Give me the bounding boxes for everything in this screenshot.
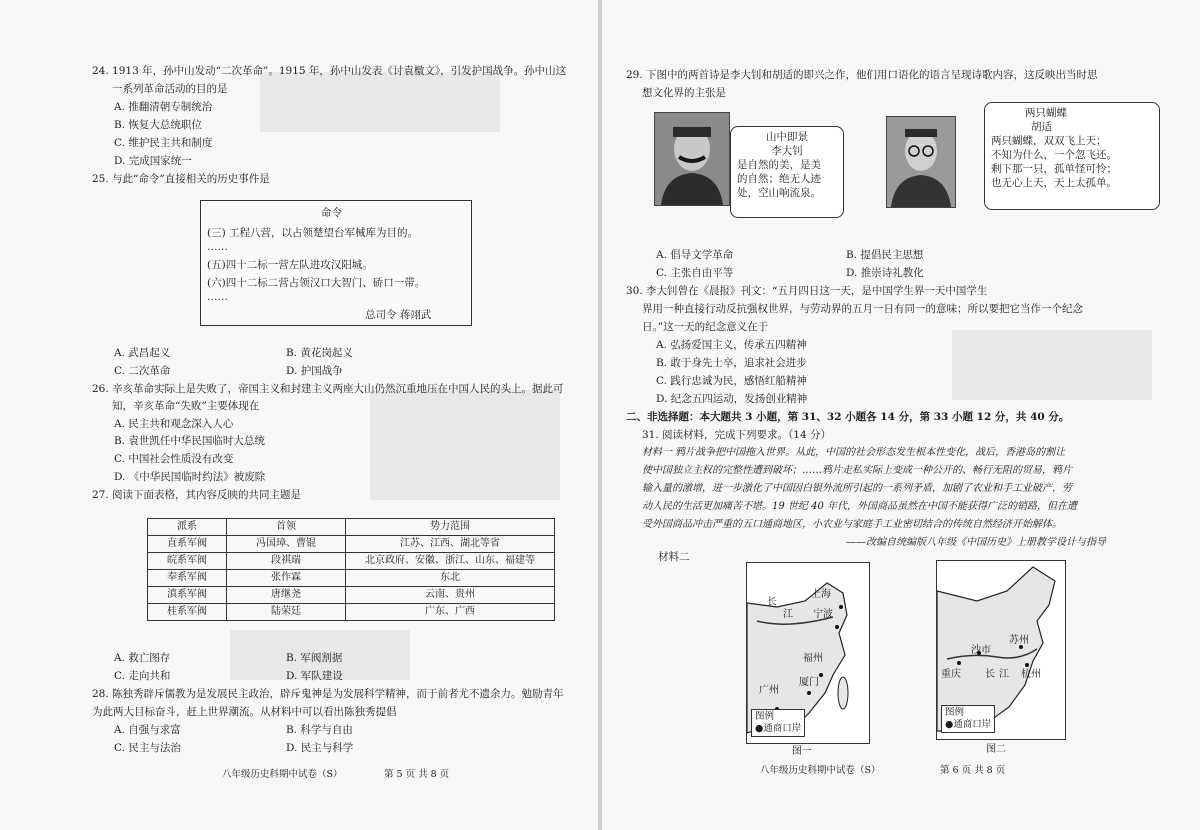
table-cell: 云南、贵州 [346, 587, 555, 604]
q28-option-b: B. 科学与自由 [286, 724, 353, 736]
order-line: …… [207, 291, 228, 303]
map-label: 苏州 [1009, 635, 1029, 646]
material-one-line: 使中国独立主权的完整性遭到破坏；……鸦片走私实际上变成一种公开的、畅行无阻的贸易，鸦片 [642, 465, 1072, 476]
table-cell: 张作霖 [227, 570, 346, 587]
q24-option-c: C. 维护民主共和制度 [114, 137, 213, 149]
table-row [148, 536, 555, 553]
table-row [148, 570, 555, 587]
q26-option-d: D. 《中华民国临时约法》被废除 [114, 471, 266, 483]
table-row [148, 604, 555, 621]
q26-option-b: B. 袁世凯任中华民国临时大总统 [114, 435, 265, 447]
map-label: 杭州 [1021, 669, 1041, 680]
q25-stem: 25. 与此“命令”直接相关的历史事件是 [92, 173, 270, 185]
material-two-label: 材料二 [658, 551, 690, 563]
q24-stem: 一系列革命活动的目的是 [112, 83, 228, 95]
q25-option-b: B. 黄花岗起义 [286, 347, 353, 359]
q28-stem: 为此两大目标奋斗，赶上世界潮流。从材料中可以看出陈独秀提倡 [92, 706, 397, 718]
q30-option-b: B. 敢于身先士卒，追求社会进步 [656, 357, 807, 369]
poem-title: 山中即景 [766, 131, 808, 143]
q28-option-d: D. 民主与科学 [286, 742, 354, 754]
q24-option-b: B. 恢复大总统职位 [114, 119, 202, 131]
material-one-source: ——改编自统编版八年级《中国历史》上册教学设计与指导 [846, 537, 1106, 548]
map-caption: 图二 [986, 744, 1006, 755]
port-dot-icon: ● [945, 719, 954, 730]
order-line: (五)四十二标一营左队进攻汉阳城。 [207, 259, 373, 271]
map-label: 长 [767, 597, 777, 608]
footer-title: 八年级历史科期中试卷（S） [760, 765, 881, 776]
poem-line: 也无心上天，天上太孤单。 [991, 177, 1117, 189]
bleed-through [370, 390, 560, 500]
map-caption: 图一 [792, 746, 812, 757]
q29-stem: 想文化界的主张是 [642, 87, 726, 99]
q27-stem: 27. 阅读下面表格，其内容反映的共同主题是 [92, 489, 302, 501]
q27-option-c: C. 走向共和 [114, 670, 171, 682]
map-label: 厦门 [799, 677, 819, 688]
table-cell: 东北 [346, 570, 555, 587]
q29-option-c: C. 主张自由平等 [656, 267, 734, 279]
material-one-line: 动人民的生活更加痛苦不堪。19 世纪 40 年代，外国商品虽然在中国不能获得广泛的销路，但在遭 [642, 501, 1077, 512]
order-document-box [200, 200, 472, 326]
q26-option-c: C. 中国社会性质没有改变 [114, 453, 234, 465]
q26-option-a: A. 民主共和观念深入人心 [114, 418, 234, 430]
poem-line: 不知为什么，一个忽飞还。 [991, 149, 1117, 161]
map-label: 江 [783, 609, 793, 620]
q28-option-c: C. 民主与法治 [114, 742, 181, 754]
q24-stem: 24. 1913 年，孙中山发动“二次革命”。1915 年，孙中山发表《讨袁檄文》，引发护国战争。孙中山这 [92, 65, 567, 77]
map-label: 江 [999, 669, 1009, 680]
poem-line: 两只蝴蝶，双双飞上天； [991, 135, 1107, 147]
table-cell: 北京政府、安徽、浙江、山东、福建等 [346, 553, 555, 570]
table-cell: 桂系军阀 [148, 604, 227, 621]
q30-option-c: C. 践行忠诚为民，感悟红船精神 [656, 375, 807, 387]
q30-stem: 日。”这一天的纪念意义在于 [642, 321, 769, 333]
table-cell: 滇系军阀 [148, 587, 227, 604]
poem-line: 处，空山响流泉。 [737, 187, 821, 199]
q27-option-d: D. 军队建设 [286, 670, 343, 682]
q29-stem: 29. 下图中的两首诗是李大钊和胡适的即兴之作，他们用口语化的语言呈现诗歌内容，这反映出当时思 [626, 69, 1098, 81]
warlord-table [147, 518, 555, 621]
table-row [148, 587, 555, 604]
map-label: 广州 [759, 685, 779, 696]
poem-line: 的自然；绝无人迹 [737, 173, 821, 185]
q26-stem: 知，辛亥革命“失败”主要体现在 [112, 400, 260, 412]
poem-bubble-hu [984, 102, 1160, 210]
q26-stem: 26. 辛亥革命实际上是失败了，帝国主义和封建主义两座大山仍然沉重地压在中国人民的头上。据此可 [92, 383, 564, 395]
map-label: 重庆 [941, 669, 961, 680]
map-label: 福州 [803, 653, 823, 664]
table-row [148, 553, 555, 570]
table-cell: 唐继尧 [227, 587, 346, 604]
table-cell: 广东、广西 [346, 604, 555, 621]
map-legend [751, 709, 805, 737]
hu-shi-portrait [886, 116, 956, 208]
footer-page-number: 第 6 页 共 8 页 [940, 765, 1006, 776]
poem-line: 剩下那一只，孤单怪可怜； [991, 163, 1117, 175]
footer-page-number: 第 5 页 共 8 页 [384, 769, 450, 780]
left-page [0, 0, 598, 830]
map-label: 长 [985, 669, 995, 680]
table-cell: 江苏、江西、湖北等省 [346, 536, 555, 553]
treaty-ports-map-2 [936, 560, 1066, 740]
q24-option-a: A. 推翻清朝专制统治 [114, 101, 213, 113]
q30-option-a: A. 弘扬爱国主义，传承五四精神 [656, 339, 807, 351]
footer-title: 八年级历史科期中试卷（S） [222, 769, 343, 780]
li-dazhao-portrait [654, 112, 730, 206]
material-one-line: 输入量的激增，进一步激化了中国因白银外流所引起的一系列矛盾，加剧了农业和手工业破产，劳 [642, 483, 1072, 494]
q31-stem: 31. 阅读材料，完成下列要求。（14 分） [642, 429, 831, 441]
q30-stem: 30. 李大钊曾在《晨报》刊文：“五月四日这一天，是中国学生界一天中国学生 [626, 285, 988, 297]
q27-option-a: A. 救亡图存 [114, 652, 171, 664]
right-page [602, 0, 1200, 830]
q29-option-d: D. 推崇诗礼教化 [846, 267, 924, 279]
order-line: …… [207, 241, 228, 253]
table-cell: 皖系军阀 [148, 553, 227, 570]
section-heading: 二、非选择题：本大题共 3 小题，第 31、32 小题各 14 分，第 33 小题 12 分，共 40 分。 [626, 411, 1070, 423]
table-cell: 直系军阀 [148, 536, 227, 553]
q30-option-d: D. 纪念五四运动，发扬创业精神 [656, 393, 808, 405]
poem-line: 是自然的美，是美 [737, 159, 821, 171]
poem-bubble-li [730, 126, 844, 218]
map-label: 上海 [811, 589, 831, 600]
order-line: (三) 工程八营，以占领楚望台军械库为目的。 [207, 227, 419, 239]
q29-option-a: A. 倡导文学革命 [656, 249, 734, 261]
material-one-line: 材料一 鸦片战争把中国拖入世界。从此，中国的社会形态发生根本性变化，战后，香港岛的割让 [642, 447, 1066, 458]
legend-title: 图例 [945, 707, 965, 718]
map-label: 沙市 [971, 645, 991, 656]
q25-option-c: C. 二次革命 [114, 365, 171, 377]
bleed-through [952, 330, 1152, 400]
table-header-cell: 首领 [227, 519, 346, 536]
q27-option-b: B. 军阀割据 [286, 652, 343, 664]
order-signature: 总司令 蒋翊武 [365, 309, 432, 321]
q28-stem: 28. 陈独秀辟斥儒教为是发展民主政治，辟斥鬼神是为发展科学精神，而于前者尤不遗余力。勉励青年 [92, 688, 564, 700]
poem-author: 胡适 [1031, 121, 1052, 133]
map-legend [941, 705, 995, 733]
poem-author: 李大钊 [771, 145, 803, 157]
bleed-through [260, 72, 500, 132]
map-label: 宁波 [813, 609, 833, 620]
legend-item: 通商口岸 [953, 719, 992, 730]
port-dot-icon: ● [755, 723, 764, 734]
table-cell: 冯国璋、曹锟 [227, 536, 346, 553]
legend-item: 通商口岸 [763, 723, 802, 734]
q25-option-d: D. 护国战争 [286, 365, 343, 377]
material-one-line: 受外国商品冲击严重的五口通商地区，小农业与家庭手工业密切结合的传统自然经济开始解体。 [642, 519, 1062, 530]
table-cell: 陆荣廷 [227, 604, 346, 621]
q29-option-b: B. 提倡民主思想 [846, 249, 924, 261]
q30-stem: 界用一种直接行动反抗强权世界，与劳动界的五月一日有同一的意味；所以要把它当作一个纪念 [642, 303, 1083, 315]
treaty-ports-map-1 [746, 562, 870, 744]
q28-option-a: A. 自强与求富 [114, 724, 181, 736]
q25-option-a: A. 武昌起义 [114, 347, 171, 359]
order-line: (六)四十二标二营占领汉口大智门、硚口一带。 [207, 277, 426, 289]
table-header-cell: 势力范围 [346, 519, 555, 536]
poem-title: 两只蝴蝶 [1025, 107, 1067, 119]
table-header-row [148, 519, 555, 536]
order-title: 命令 [321, 207, 342, 219]
q24-option-d: D. 完成国家统一 [114, 155, 192, 167]
legend-title: 图例 [755, 711, 775, 722]
table-header-cell: 派系 [148, 519, 227, 536]
table-cell: 段祺瑞 [227, 553, 346, 570]
table-cell: 奉系军阀 [148, 570, 227, 587]
